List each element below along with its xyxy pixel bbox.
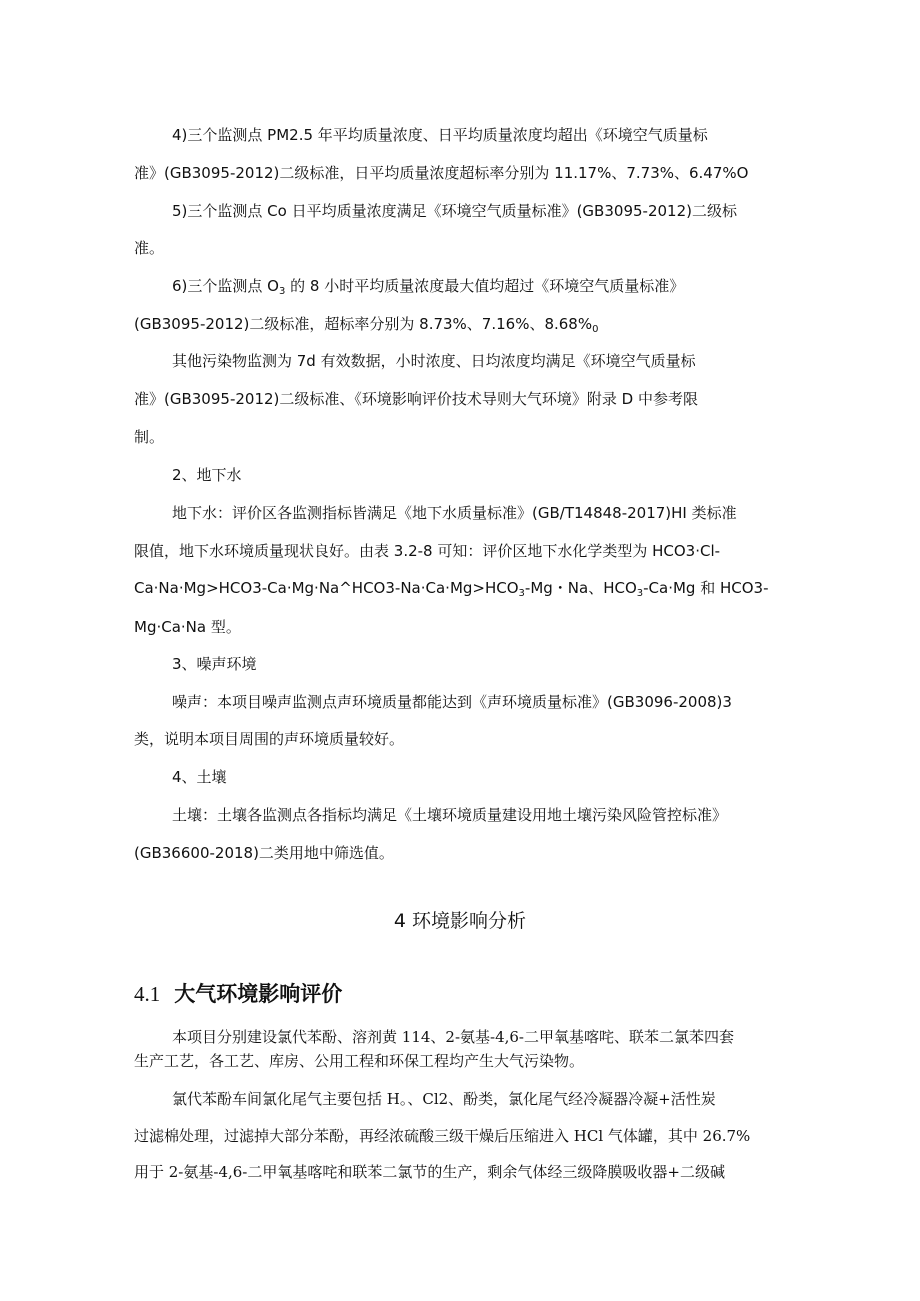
text-line: 本项目分别建设氯代苯酚、溶剂黄 114、2-氨基-4,6-二甲氧基喀咤、联苯二氯苯四套 [172, 1028, 735, 1046]
text-line: 准》(GB3095-2012)二级标准，日平均质量浓度超标率分别为 11.17%、7.73%、6.47%O [134, 164, 749, 182]
text-line: 类，说明本项目周围的声环境质量较好。 [134, 730, 405, 748]
text-line: Mg·Ca·Na 型。 [134, 618, 241, 636]
text-segment: 的 8 小时平均质量浓度最大值均超过《环境空气质量标准》 [285, 277, 685, 295]
text-segment: -Ca·Mg 和 HCO3- [643, 579, 769, 597]
section-title [134, 980, 342, 1008]
text-segment: -Mg・Na、HCO [524, 579, 637, 597]
text-line: 4)三个监测点 PM2.5 年平均质量浓度、日平均质量浓度均超出《环境空气质量标 [172, 126, 708, 144]
text-line: 土壤：土壤各监测点各指标均满足《土壤环境质量建设用地土壤污染风险管控标准》 [172, 806, 728, 824]
section-title-text: 大气环境影响评价 [174, 982, 343, 1006]
text-line: 准。 [134, 239, 165, 257]
text-line: 准》(GB3095-2012)二级标准、《环境影响评价技术导则大气环境》附录 D 中参考限 [134, 390, 698, 408]
text-line: 过滤棉处理，过滤掉大部分苯酚，再经浓硫酸三级干燥后压缩进入 HCl 气体罐，其中 26.7% [134, 1127, 751, 1145]
text-line: 用于 2-氨基-4,6-二甲氧基喀咤和联苯二氯节的生产，剩余气体经三级降膜吸收器+二级碱 [134, 1163, 725, 1181]
text-line: 生产工艺，各工艺、库房、公用工程和环保工程均产生大气污染物。 [134, 1052, 585, 1070]
section-heading: 3、噪声环境 [172, 655, 257, 673]
text-line [134, 578, 769, 598]
text-line: 制。 [134, 428, 165, 446]
text-segment: Ca·Na·Mg>HCO3-Ca·Mg·Na^HCO3-Na·Ca·Mg>HCO [134, 579, 519, 597]
section-number: 4.1 [134, 982, 161, 1006]
text-line: 限值，地下水环境质量现状良好。由表 3.2-8 可知：评价区地下水化学类型为 HCO3·Cl- [134, 542, 721, 560]
text-line: 5)三个监测点 Co 日平均质量浓度满足《环境空气质量标准》(GB3095-2012)二级标 [172, 202, 737, 220]
text-line: (GB36600-2018)二类用地中筛选值。 [134, 844, 394, 862]
text-line: 地下水：评价区各监测指标皆满足《地下水质量标准》(GB/T14848-2017)HI 类标准 [172, 504, 737, 522]
subscript: 0 [592, 324, 599, 335]
text-line: 噪声：本项目噪声监测点声环境质量都能达到《声环境质量标准》(GB3096-2008)3 [172, 693, 732, 711]
subscript: 3 [518, 588, 525, 599]
section-heading: 4、土壤 [172, 768, 227, 786]
text-segment: (GB3095-2012)二级标准，超标率分别为 8.73%、7.16%、8.68% [134, 315, 593, 333]
section-heading: 2、地下水 [172, 466, 242, 484]
text-segment: 6)三个监测点 O [172, 277, 279, 295]
text-line [134, 314, 598, 334]
subscript: 3 [636, 588, 644, 599]
text-line: 氯代苯酚车间氯化尾气主要包括 H。、Cl2、酚类，氯化尾气经冷凝器冷凝+活性炭 [172, 1090, 716, 1108]
text-line: 其他污染物监测为 7d 有效数据，小时浓度、日均浓度均满足《环境空气质量标 [172, 352, 696, 370]
subscript: 3 [278, 286, 286, 297]
chapter-title: 4 环境影响分析 [393, 910, 527, 932]
text-line [172, 276, 684, 296]
